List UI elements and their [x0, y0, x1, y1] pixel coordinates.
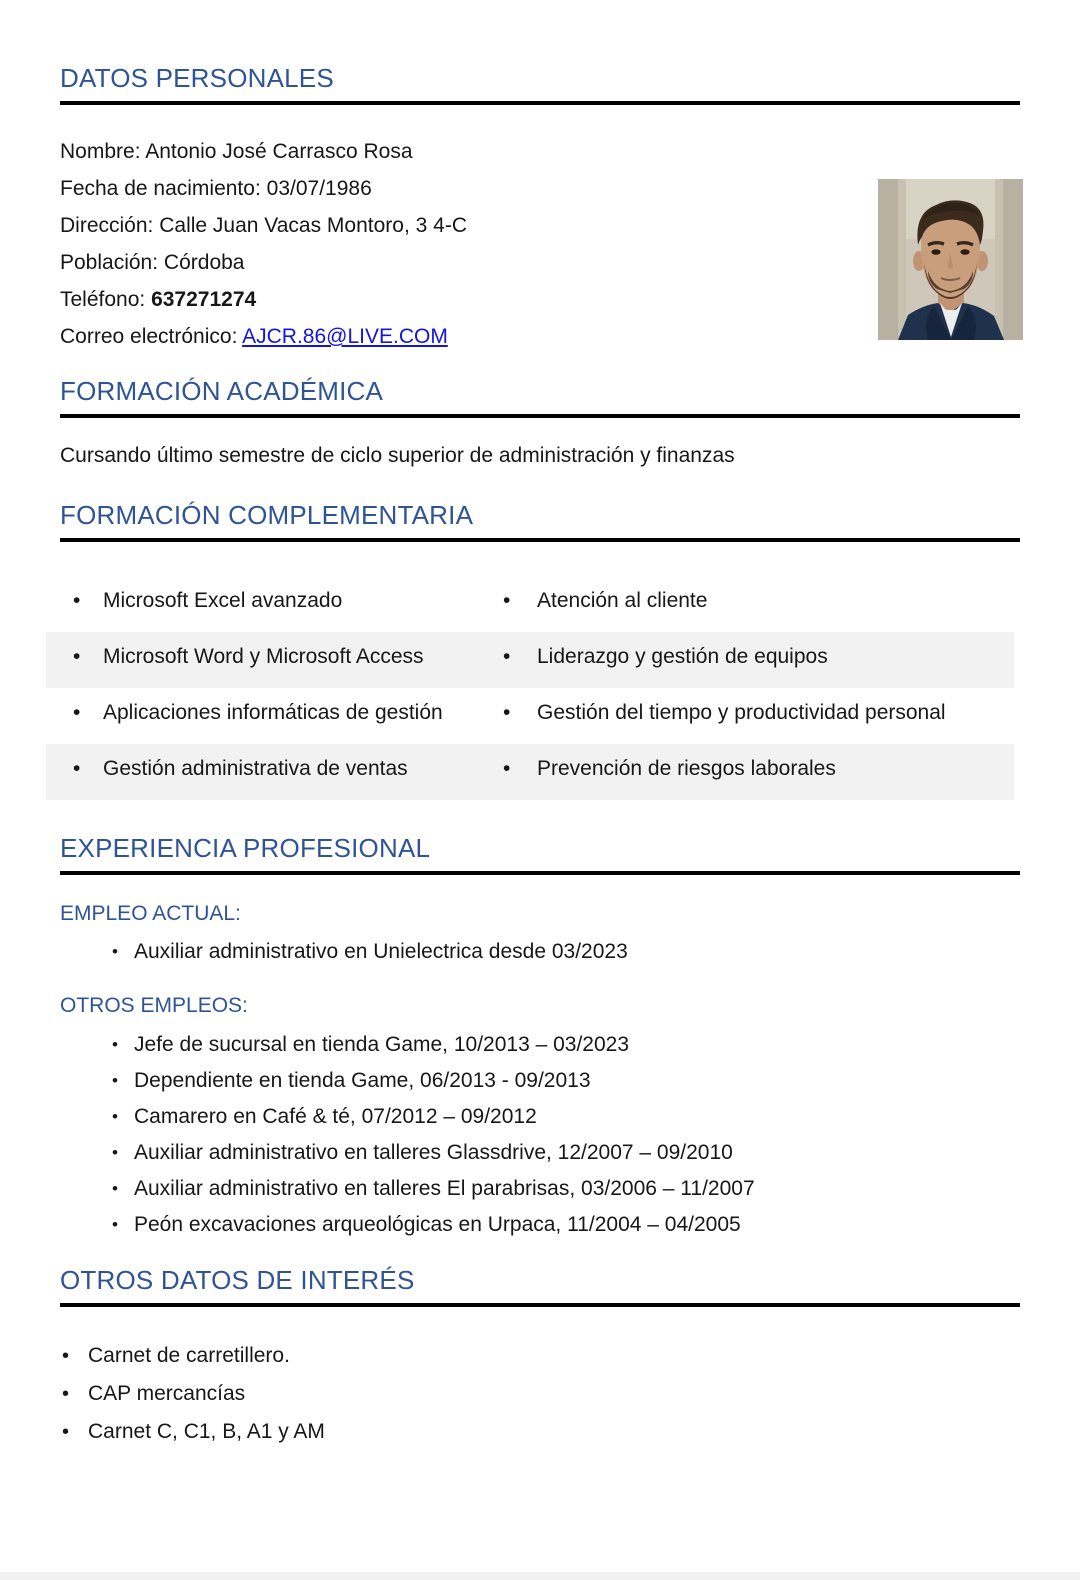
section-divider	[60, 871, 1020, 875]
portrait-photo	[878, 179, 1023, 340]
skill-item: • Microsoft Word y Microsoft Access	[46, 645, 503, 688]
previous-jobs-list	[60, 1027, 1020, 1243]
portrait-photo-image	[878, 179, 1023, 340]
table-row	[46, 688, 1014, 744]
personal-field-nombre	[60, 133, 1020, 170]
section-title-experiencia-profesional: EXPERIENCIA PROFESIONAL	[60, 833, 431, 863]
subheading-otros-empleos: OTROS EMPLEOS:	[60, 994, 248, 1017]
personal-field-telefono	[60, 281, 1020, 318]
list-item: • CAP mercancías	[60, 1375, 1020, 1413]
list-item: • Auxiliar administrativo en Unielectrica desde 03/2023	[60, 939, 1020, 965]
academic-text: Cursando último semestre de ciclo superior de administración y finanzas	[60, 444, 735, 467]
table-row	[46, 632, 1014, 688]
skill-item: • Atención al cliente	[503, 589, 1014, 632]
list-item: • Dependiente en tienda Game, 06/2013 - 09/2013	[60, 1063, 1020, 1099]
subheading-empleo-actual: EMPLEO ACTUAL:	[60, 902, 241, 925]
complementary-skills-table	[46, 576, 1014, 800]
section-experiencia-profesional	[60, 832, 1020, 1243]
personal-field-correo	[60, 318, 1020, 355]
section-divider	[60, 101, 1020, 105]
section-otros-datos	[60, 1264, 1020, 1451]
section-divider	[60, 1303, 1020, 1307]
field-value: 03/07/1986	[266, 177, 372, 200]
personal-info	[60, 133, 1020, 355]
skill-item: • Gestión del tiempo y productividad personal	[503, 701, 1014, 744]
field-label: Teléfono:	[60, 288, 146, 311]
skill-item: • Liderazgo y gestión de equipos	[503, 645, 1014, 688]
list-item: • Carnet C, C1, B, A1 y AM	[60, 1413, 1020, 1451]
list-item: • Carnet de carretillero.	[60, 1337, 1020, 1375]
section-divider	[60, 414, 1020, 418]
field-value: Córdoba	[163, 251, 245, 274]
field-value: Calle Juan Vacas Montoro, 3 4-C	[159, 214, 467, 237]
current-job-list	[60, 939, 1020, 965]
table-row	[46, 744, 1014, 800]
list-item: • Peón excavaciones arqueológicas en Urpaca, 11/2004 – 04/2005	[60, 1207, 1020, 1243]
section-formacion-academica	[60, 375, 1020, 468]
section-datos-personales	[60, 62, 1020, 355]
personal-field-direccion	[60, 207, 1020, 244]
other-data-list	[60, 1337, 1020, 1451]
personal-field-fecha-nacimiento	[60, 170, 1020, 207]
table-row	[46, 576, 1014, 632]
section-title-otros-datos: OTROS DATOS DE INTERÉS	[60, 1265, 415, 1295]
field-label: Correo electrónico:	[60, 325, 238, 348]
skill-item: • Prevención de riesgos laborales	[503, 757, 1014, 800]
section-formacion-complementaria	[60, 499, 1020, 800]
list-item: • Auxiliar administrativo en talleres Glassdrive, 12/2007 – 09/2010	[60, 1135, 1020, 1171]
skill-item: • Microsoft Excel avanzado	[46, 589, 503, 632]
email-link[interactable]: AJCR.86@LIVE.COM	[242, 325, 448, 348]
list-item: • Jefe de sucursal en tienda Game, 10/2013 – 03/2023	[60, 1027, 1020, 1063]
field-label: Dirección:	[60, 214, 154, 237]
personal-field-poblacion	[60, 244, 1020, 281]
page-bottom-edge	[0, 1572, 1080, 1580]
section-divider	[60, 538, 1020, 542]
list-item: • Camarero en Café & té, 07/2012 – 09/2012	[60, 1099, 1020, 1135]
section-title-formacion-complementaria: FORMACIÓN COMPLEMENTARIA	[60, 500, 474, 530]
field-label: Nombre:	[60, 140, 141, 163]
field-value: Antonio José Carrasco Rosa	[145, 140, 413, 163]
section-title-datos-personales: DATOS PERSONALES	[60, 63, 334, 93]
skill-item: • Aplicaciones informáticas de gestión	[46, 701, 503, 744]
skill-item: • Gestión administrativa de ventas	[46, 757, 503, 800]
field-label: Población:	[60, 251, 159, 274]
section-title-formacion-academica: FORMACIÓN ACADÉMICA	[60, 376, 384, 406]
phone-number: 637271274	[151, 288, 257, 311]
list-item: • Auxiliar administrativo en talleres El parabrisas, 03/2006 – 11/2007	[60, 1171, 1020, 1207]
field-label: Fecha de nacimiento:	[60, 177, 261, 200]
